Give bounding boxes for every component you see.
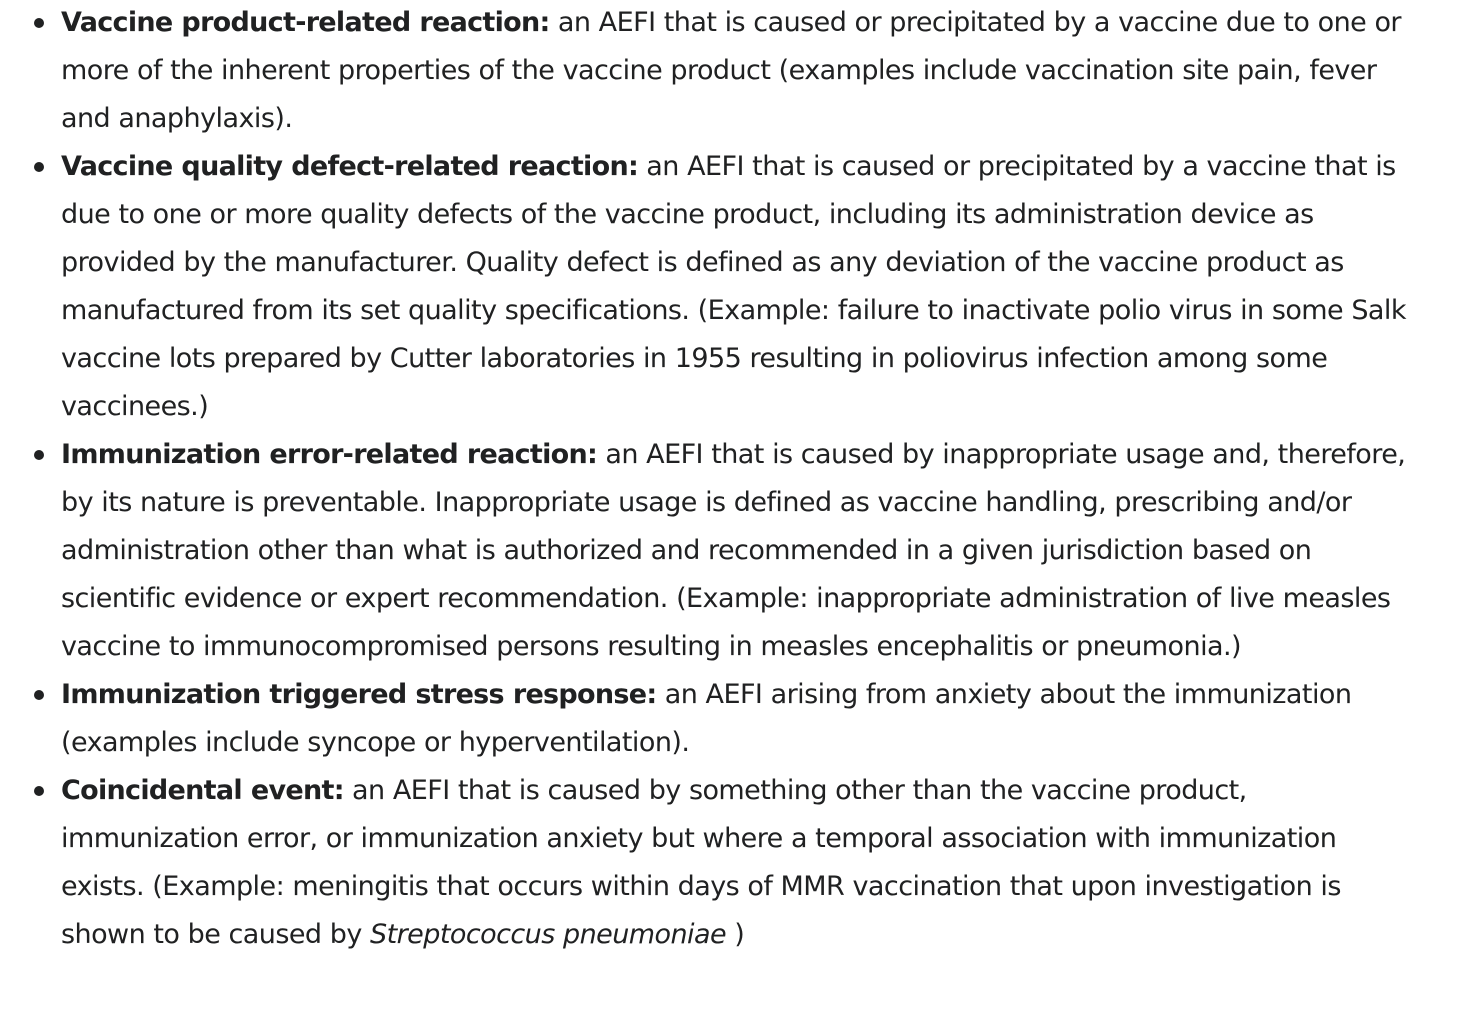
list-item-term: Immunization triggered stress response: [61,679,657,710]
list-item [0,0,1410,143]
list-item-term: Immunization error-related reaction: [61,439,598,470]
list-item-text: an AEFI that is caused or precipitated by a vaccine that is due to one or more quality defects of the vaccine product, including its administration device as provided by the manufacturer. Quality defect is defined as any deviation of the vaccine product as manufactured from its set quality specifications. (Example: failure to inactivate polio virus in some Salk vaccine lots prepared by Cutter laboratories in 1955 resulting in poliovirus infection among some vaccinees.) [61,151,1406,422]
bullet-icon [34,450,44,460]
list-item [0,671,1410,767]
list-item [0,431,1410,671]
bullet-icon [34,786,44,796]
list-item [0,143,1410,431]
list-item-term: Vaccine quality defect-related reaction: [61,151,639,182]
list-item-term: Coincidental event: [61,775,344,806]
bullet-icon [34,18,44,28]
list-item-text: an AEFI that is caused by inappropriate usage and, therefore, by its nature is preventable. Inappropriate usage is defined as vaccine handling, prescribing and/or administration other than what is authorized and recommended in a given jurisdiction based on scientific evidence or expert recommendation. (Example: inappropriate administration of live measles vaccine to immunocompromised persons resulting in measles encephalitis or pneumonia.) [61,439,1406,662]
bullet-icon [34,162,44,172]
list-item-text: an AEFI that is caused by something other than the vaccine product, immunization error, or immunization anxiety but where a temporal association with immunization exists. (Example: meningitis that occurs within days of MMR vaccination that upon investigation is shown to be caused by [61,775,1341,950]
list-item-term: Vaccine product-related reaction: [61,7,550,38]
list-item-tail: ) [726,919,745,950]
bullet-icon [34,690,44,700]
organism-name: Streptococcus pneumoniae [370,919,727,950]
list-item-text: an AEFI that is caused or precipitated by a vaccine due to one or more of the inherent properties of the vaccine product (examples include vaccination site pain, fever and anaphylaxis). [61,7,1401,134]
list-item [0,767,1410,959]
list-item-text: an AEFI arising from anxiety about the immunization (examples include syncope or hyperventilation). [61,679,1352,758]
